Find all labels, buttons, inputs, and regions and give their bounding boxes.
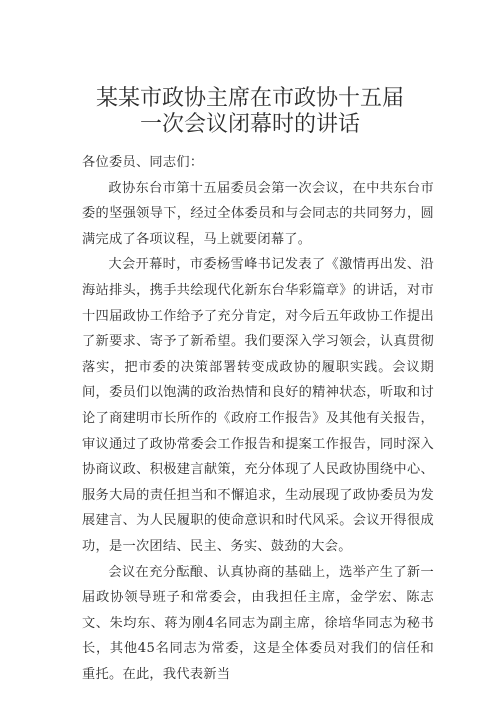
document-title-line-2: 一次会议闭幕时的讲话 bbox=[139, 112, 360, 137]
paragraph-1: 政协东台市第十五届委员会第一次会议，在中共东台市委的坚强领导下，经过全体委员和与会同志的共同努力，圆满完成了各项议程，马上就要闭幕了。 bbox=[82, 180, 434, 247]
document-body bbox=[82, 150, 434, 687]
document-title-line-1: 某某市政协主席在市政协十五届 bbox=[95, 86, 404, 111]
paragraph-3: 会议在充分酝酿、认真协商的基础上，选举产生了新一届政协领导班子和常委会，由我担任主席，金学宏、陈志文、朱均东、蒋为刚4名同志为副主席，徐培华同志为秘书长，其他45名同志为常委，这是全体委员对我们的信任和重托。在此，我代表新当 bbox=[82, 564, 434, 682]
paragraph-2: 大会开幕时，市委杨雪峰书记发表了《激情再出发、沿海站排头，携手共绘现代化新东台华彩篇章》的讲话，对市十四届政协工作给予了充分肯定，对今后五年政协工作提出了新要求、寄予了新希望。我们要深入学习领会，认真贯彻落实，把市委的决策部署转变成政协的履职实践。会议期间，委员们以饱满的政治热情和良好的精神状态，听取和讨论了商建明市长所作的《政府工作报告》及其他有关报告，审议通过了政协常委会工作报告和提案工作报告，同时深入协商议政、积极建言献策，充分体现了人民政协围绕中心、服务大局的责任担当和不懈追求，生动展现了政协委员为发展建言、为人民履职的使命意识和时代风采。会议开得很成功，是一次团结、民主、务实、鼓劲的大会。 bbox=[82, 257, 434, 554]
salutation: 各位委员、同志们： bbox=[82, 155, 204, 170]
